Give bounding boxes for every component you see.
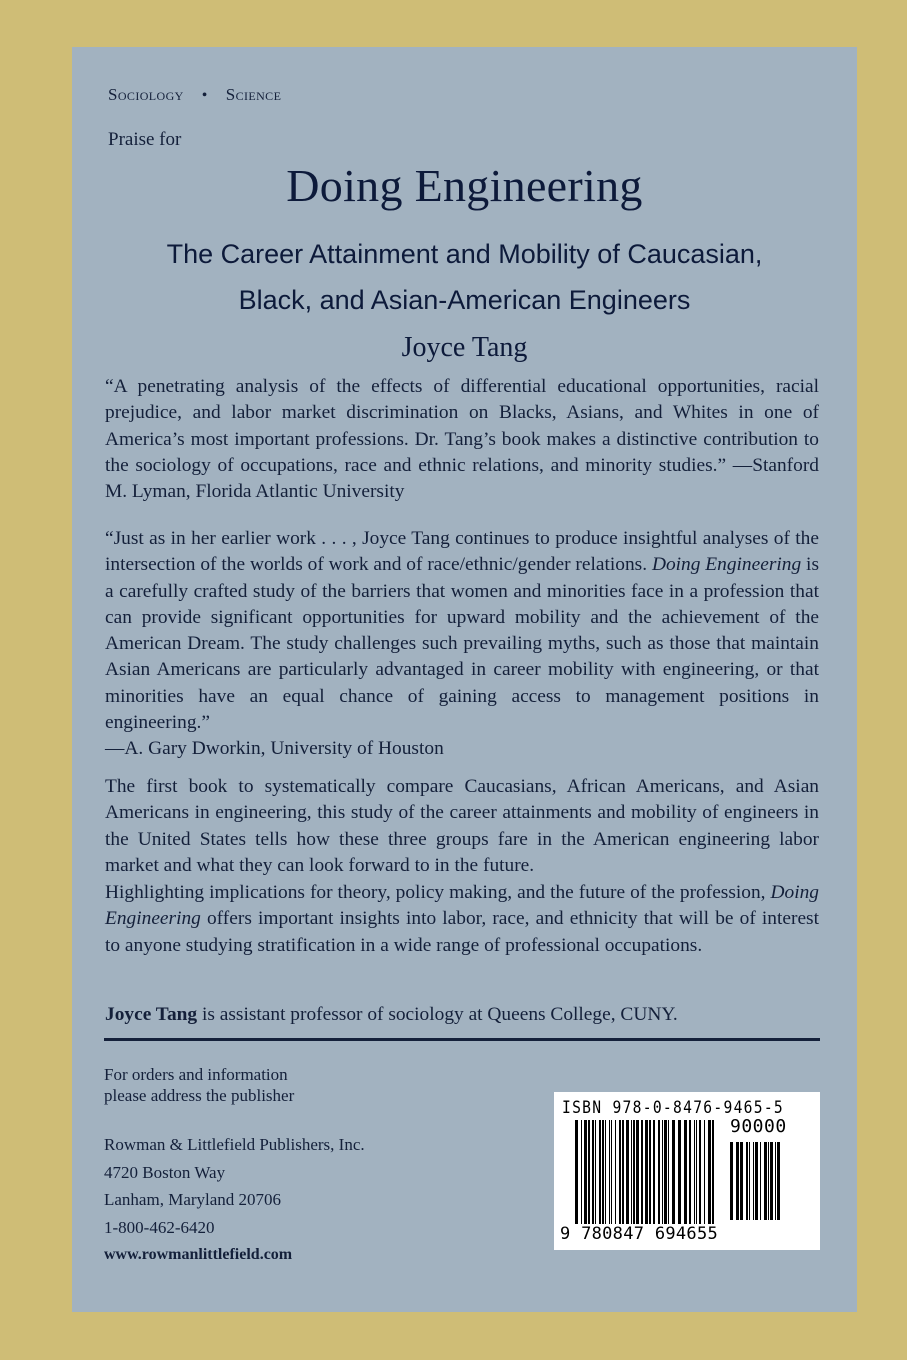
- quote-book-title: Doing Engineering: [651, 554, 802, 576]
- ean-digits: 9 780847 694655: [560, 1224, 719, 1244]
- category-labels: [108, 85, 281, 105]
- barcode-bar: [602, 1120, 604, 1224]
- barcode-bar: [708, 1120, 711, 1224]
- barcode-bar: [619, 1120, 621, 1224]
- barcode-bar: [704, 1120, 705, 1224]
- quote-intro: “Just as in her earlier work . . . , Joyce Tang continues to produce insightful analyses of the intersection of the worlds of work and of race/ethnic/gender relations.: [105, 528, 819, 576]
- description-book-title: Doing Engineering: [105, 882, 819, 930]
- barcode-bar: [764, 1142, 767, 1220]
- description-paragraph-1: The first book to systematically compare Caucasians, African Americans, and Asian Americans in engineering, this study of the career attainments and mobility of engineers in the United States tells how these three groups fare in the American engineering labor market and what they can look forward to in the future.: [105, 776, 819, 876]
- isbn-label: ISBN 978-0-8476-9465-5: [562, 1098, 785, 1118]
- publisher-website: www.rowmanlittlefield.com: [104, 1246, 293, 1263]
- barcode-bar: [581, 1120, 582, 1224]
- barcode-bar: [768, 1142, 769, 1220]
- barcode-bar: [777, 1142, 780, 1220]
- barcode-bar: [653, 1120, 655, 1224]
- barcode-bar: [755, 1142, 758, 1220]
- barcode-bar: [696, 1120, 697, 1224]
- barcode-bar: [622, 1120, 624, 1224]
- publisher-phone: 1-800-462-6420: [104, 1217, 215, 1237]
- isbn-barcode-box: [554, 1092, 820, 1250]
- barcode-bar: [633, 1120, 635, 1224]
- barcode-bar: [592, 1120, 594, 1224]
- barcode-bar: [649, 1120, 651, 1224]
- category-sociology: Sociology: [108, 85, 184, 104]
- barcode-bar: [641, 1120, 643, 1224]
- orders-info: [104, 1064, 294, 1106]
- book-subtitle-line1: The Career Attainment and Mobility of Caucasian,: [166, 239, 763, 269]
- barcode-bar: [645, 1120, 648, 1224]
- publisher-name: Rowman & Littlefield Publishers, Inc.: [104, 1135, 365, 1154]
- back-cover-panel: [72, 47, 857, 1312]
- barcode-bar: [746, 1142, 748, 1220]
- book-title: Doing Engineering: [286, 160, 643, 211]
- price-barcode-bars: [730, 1142, 784, 1220]
- description-text: offers important insights into labor, race, and ethnicity that will be of interest to anyone studying stratification in a wide range of professional occupations.: [105, 908, 819, 956]
- barcode-bar: [615, 1120, 616, 1224]
- barcode-bar: [775, 1142, 776, 1220]
- description-paragraph-2: [105, 880, 819, 959]
- barcode-bar: [636, 1120, 639, 1224]
- author-bio-text: is assistant professor of sociology at Queens College, CUNY.: [197, 1004, 678, 1025]
- barcode-bar: [684, 1120, 687, 1224]
- publisher-city: Lanham, Maryland 20706: [104, 1190, 282, 1209]
- book-subtitle-line2: Black, and Asian-American Engineers: [238, 285, 691, 315]
- barcode-bar: [631, 1120, 632, 1224]
- publisher-address: [104, 1131, 365, 1269]
- quote-attribution: —A. Gary Dworkin, University of Houston: [105, 738, 444, 760]
- barcode-bar: [595, 1120, 596, 1224]
- barcode-bar: [749, 1142, 750, 1220]
- praise-for-label: Praise for: [108, 129, 182, 150]
- barcode-bar: [611, 1120, 612, 1224]
- barcode-bar: [605, 1120, 606, 1224]
- category-science: Science: [225, 85, 282, 104]
- quote-text: is a carefully crafted study of the barriers that women and minorities face in a profession that can provide significant opportunities for upward mobility and the achievement of the American Dream. The study challenges such prevailing myths, such as those that maintain Asian Americans are particularly advantaged in career mobility with engineering, or that minorities have an equal chance of gaining access to management positions in engineering.”: [105, 554, 819, 734]
- author-bio: [105, 1002, 819, 1028]
- barcode-bar: [626, 1120, 629, 1224]
- barcode-bar: [712, 1120, 714, 1224]
- barcode-bar: [699, 1120, 701, 1224]
- barcode-bar: [658, 1120, 660, 1224]
- barcode-bar: [662, 1120, 663, 1224]
- author-bio-name: Joyce Tang: [105, 1004, 198, 1025]
- barcode-bar: [672, 1120, 675, 1224]
- barcode-bar: [689, 1120, 691, 1224]
- barcode-bar: [678, 1120, 681, 1224]
- barcode-bar: [599, 1120, 601, 1224]
- barcode-bar: [694, 1120, 695, 1224]
- barcode-bar: [588, 1120, 590, 1224]
- barcode-bar: [753, 1142, 754, 1220]
- praise-quote-dworkin: [105, 526, 819, 763]
- barcode-bar: [740, 1142, 743, 1220]
- barcode-bar: [575, 1120, 578, 1224]
- praise-quote-lyman: [105, 374, 819, 505]
- barcode-bar: [668, 1120, 669, 1224]
- barcode-bars: [575, 1120, 715, 1224]
- book-author: Joyce Tang: [401, 332, 528, 363]
- price-code: 90000: [730, 1116, 787, 1137]
- quote-text: “A penetrating analysis of the effects of differential educational opportunities, racial prejudice, and labor market discrimination on Blacks, Asians, and Whites in one of America’s most important professions. Dr. Tang’s book makes a distinctive contribution to the sociology of occupations, race and ethnic relations, and minority studies.”: [105, 376, 819, 476]
- barcode-bar: [770, 1142, 773, 1220]
- barcode-bar: [730, 1142, 733, 1220]
- bullet-separator: •: [201, 87, 208, 104]
- orders-line1: For orders and information: [104, 1065, 288, 1084]
- publisher-street: 4720 Boston Way: [104, 1162, 226, 1182]
- barcode-bar: [609, 1120, 610, 1224]
- barcode-bar: [736, 1142, 739, 1220]
- barcode-bar: [584, 1120, 587, 1224]
- barcode-bar: [664, 1120, 667, 1224]
- description-text: Highlighting implications for theory, policy making, and the future of the profession,: [105, 882, 771, 903]
- orders-line2: please address the publisher: [104, 1086, 295, 1105]
- quote-attribution: —Stanford M. Lyman, Florida Atlantic University: [105, 454, 819, 503]
- barcode-bar: [760, 1142, 761, 1220]
- divider-rule: [104, 1038, 820, 1041]
